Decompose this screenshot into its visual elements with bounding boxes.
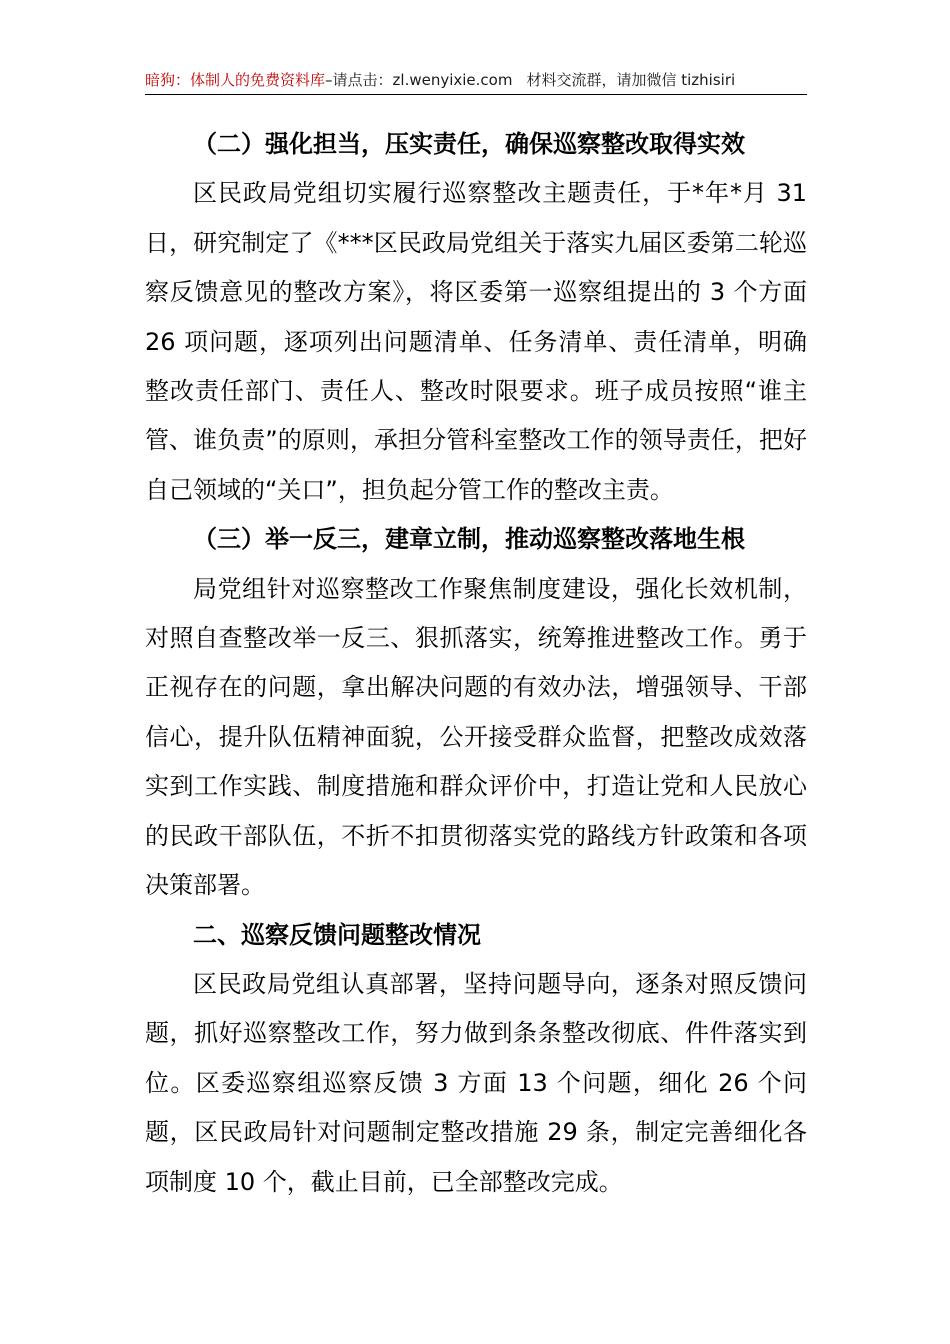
- section-2-heading: （二）强化担当，压实责任，确保巡察整改取得实效: [193, 130, 745, 158]
- header-click-prompt: –请点击：: [325, 71, 393, 89]
- document-body: [145, 120, 807, 1207]
- header-url-link[interactable]: zl.wenyixie.com: [392, 71, 513, 89]
- section-2-paragraph: 区民政局党组切实履行巡察整改主题责任，于*年*月 31 日，研究制定了《***区民政局党组关于落实九届区委第二轮巡察反馈意见的整改方案》，将区委第一巡察组提出的 3 个方面 26 项问题，逐项列出问题清单、任务清单、责任清单，明确整改责任部门、责任人、整改时限要求。班子成员按照“谁主管、谁负责”的原则，承担分管科室整改工作的领导责任，把好自己领域的“关口”，担负起分管工作的整改主责。: [145, 179, 807, 504]
- part-2-paragraph: 区民政局党组认真部署，坚持问题导向，逐条对照反馈问题，抓好巡察整改工作，努力做到条条整改彻底、件件落实到位。区委巡察组巡察反馈 3 方面 13 个问题，细化 26 个问题，区民政局针对问题制定整改措施 29 条，制定完善细化各项制度 10 个，截止目前，已全部整改完成。: [145, 969, 807, 1196]
- header-contact-note: 材料交流群，请加微信 tizhisiri: [526, 71, 736, 89]
- page-header: [145, 68, 807, 95]
- part-2-heading: 二、巡察反馈问题整改情况: [193, 920, 481, 949]
- header-site-name: 暗狗：体制人的免费资料库: [145, 71, 326, 89]
- section-3-heading: （三）举一反三，建章立制，推动巡察整改落地生根: [193, 525, 745, 554]
- section-3-paragraph: 局党组针对巡察整改工作聚焦制度建设，强化长效机制，对照自查整改举一反三、狠抓落实，统筹推进整改工作。勇于正视存在的问题，拿出解决问题的有效办法，增强领导、干部信心，提升队伍精神面貌，公开接受群众监督，把整改成效落实到工作实践、制度措施和群众评价中，打造让党和人民放心的民政干部队伍，不折不扣贯彻落实党的路线方针政策和各项决策部署。: [145, 574, 807, 900]
